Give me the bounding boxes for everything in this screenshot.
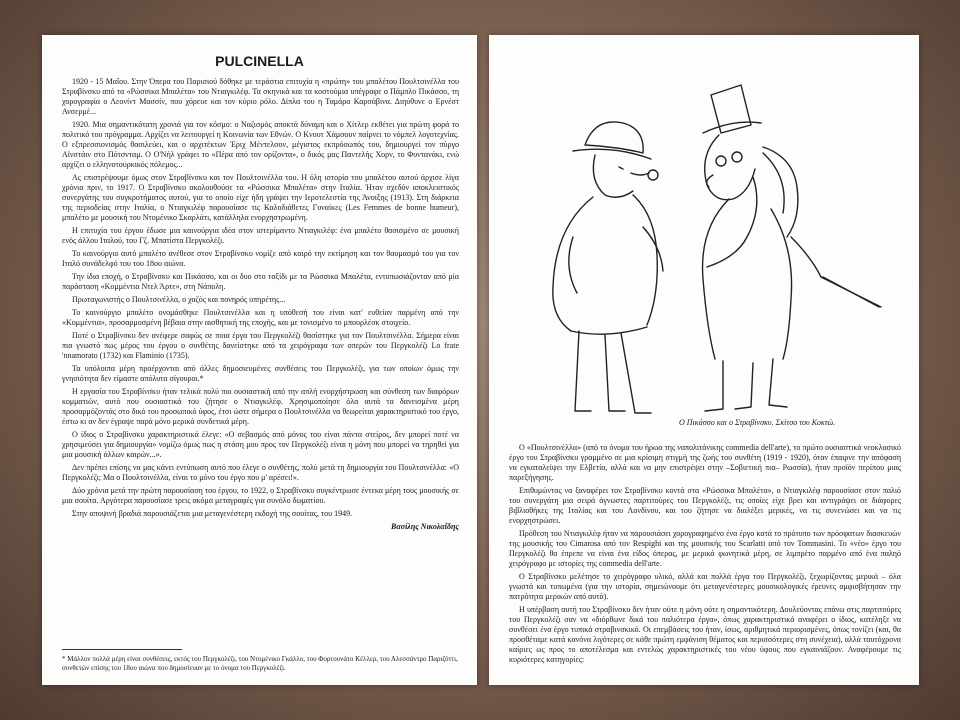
paragraph: Το καινούργιο μπαλέτο ονομάσθηκε Πουλτσινέλλα και η υπόθεσή του είναι κατ' ευθείαν παρμένη από την «Κομμέντια», προσαρμοσμένη βέβαια στην αισθητική της εποχής, και με τονισμένο το μπουρλέσκ στοιχείο. xyxy=(62,308,459,327)
footnote-divider xyxy=(62,649,182,650)
paragraph: 1920. Μια σημαντικότατη χρονιά για τον κόσμο: ο Ναζισμός αποκτά δύναμη και ο Χίτλερ εκθέτει για πρώτη φορά το πολιτικό του πρόγραμμα. Αρχίζει να λειτουργεί η Κοινωνία των Εθνών. Ο Κνουτ Χάμσουν παίρνει το νόμπελ λογοτεχνίας. Ο εξπρεσσιονισμός θασιλεύει, και ο αρχιτέκτων Έριχ Μέντελσον, μέγιστος εκπρόσωπός του, δημιουργεί τον πύργο Αϊνστάιν στο Πότσνταμ. Ο Ο'Νήλ γράφει το «Πέρα από τον ορίζοντα», ο δικός μας Παντελής Χορν, το Φυντανάκι, ενώ αρχίζει ο ελληνοτουρκικός πόλεμος... xyxy=(62,120,459,169)
paragraph: Ποτέ ο Στραβίνσκυ δεν ανέφερε σαφώς σε ποια έργα του Περγκολέζι θασίστηκε για τον Πουλτσινέλλα. Σήμερα είναι πια γνωστό πως μέρος του έργου ο συνθέτης δανείστηκε από τα χειρόγραφα των οπερών του Περγκολέζι Lo frate 'nnamorato (1732) και Flaminio (1735). xyxy=(62,331,459,360)
left-page xyxy=(42,35,477,685)
picasso-figure xyxy=(553,122,663,413)
paragraph: Την ίδια εποχή, ο Στραβίνσκυ και Πικάσσο, και οι δυο στο ταξίδι με τα Ρώσσικα Μπαλέτα, εντυπωσιάζονταν από μία παράσταση «Κομμέντια Ντελ Άρτε», στη Νάπολη. xyxy=(62,272,459,291)
paragraph: Η εργασία του Στραβίνσκυ ήταν τελικά πολύ πιο ουσιαστική από την απλή ενορχήστρωση και σύνθεση των διαφόρων κομματιών, αυτό που ουσιαστικά του ζήτησε ο Ντιαγκιλέφ. Χρησιμοποίησε όλα αυτά τα δανεισμένα μέρη προσαρμόζοντάς στο δικό του προσωπικό ύφος, έτσι ώστε σήμερα ο Πουλτσινέλλα να θεωρείται χαρακτηριστικό του έργο, έστω κι αν δεν έγραψε παρά μόνο μερικά συνδετικά μέρη. xyxy=(62,387,459,426)
page-title: PULCINELLA xyxy=(215,53,304,69)
footnote: * Μάλλον πολλά μέρη είναι συνθέσεις, εκτός του Περγκολέζι, του Ντομένικο Γκάλλο, του Φορτουνάτο Κέλλερ, του Αλεσσάντρο Παριζόττι, συνθετών επίσης του 18ου αιώνα που δημοσίευαν με το όνομα του Περγκολέζι. xyxy=(62,655,458,672)
illustration-caption: Ο Πικάσσο και ο Στραβίνσκυ. Σκίτσο του Κοκτώ. xyxy=(679,418,836,427)
paragraph: Ο ίδιος ο Στραβίνσκυ χαρακτηριστικά έλεγε: «Ο σεβασμός από μόνος του είναι πάντα στείρος, δεν μπορεί ποτέ να χρησιμεύσει για δημιουργία» νομίζω όμως πως η στάση μου προς τον Περγκολέζι είναι η μόνη που μπορεί να τηρηθεί για μια μουσική άλλων καιρών...». xyxy=(62,430,459,459)
paragraph: Το καινούργιο αυτό μπαλέτο ανέθεσε στον Στραβίνσκυ νομίζε από καιρό την εκτίμηση και τον θαυμασμό του για τον Ιταλό συνάδελφό του του 18ου αιώνα. xyxy=(62,249,459,268)
article-body xyxy=(62,77,459,632)
paragraph: 1920 - 15 Μαΐου. Στην Όπερα του Παρισιού δόθηκε με τεράστια επιτυχία η «πρώτη» του μπαλέτου Πουλτσινέλλα του Στραβίνσκυ από τα «Ρώσσικα Μπαλέτα» του Ντιαγκιλέφ. Τα σκηνικά και τα κοστούμια υπέγραφε ο Πάμπλο Πικάσσο, τη χορογραφία ο Λεονίντ Μασσίν, που χόρευε και τον κύριο ρόλο. Δίπλα του η Ταμάρα Καρσάβινα. Διηύθυνε ο Ερνέστ Ανσερμέ... xyxy=(62,77,459,116)
right-page xyxy=(489,35,919,685)
article-body-continued xyxy=(509,443,901,683)
stravinsky-figure xyxy=(703,85,881,411)
paragraph: Ο «Πουλτσινέλλα» (από το όνομα του ήρωα της ναπολιτάνικης commedia dell'arte), το πρώτο ουσιαστικά νεοκλασικό έργο του Στραβίνσκυ γραμμένο σε μια κρίσιμη στιγμή της ζωής του συνθέτη (1919 - 1920), όταν έπαιρνε την απόφαση να εγκαταλείψει την Ελβετία, αλλά και να μην επιστρέψει στην –Σοβιετική πια– Ρωσσία), ήταν προϊόν περίπου μιας παρεξήγησης. xyxy=(509,443,901,482)
paragraph: Δεν πρέπει επίσης να μας κάνει εντύπωση αυτό που έλεγε ο συνθέτης, πολύ μετά τη δημιουργία του Πουλτσινέλλα: «Ο Περγκολέζι; Μα ο Πουλτσινέλλα, είναι το μόνο του έργο που μ' αρέσει!». xyxy=(62,463,459,482)
paragraph: Τα υπόλοιπα μέρη προέρχονται από άλλες δημοσιευμένες συνθέσεις του Περγκολέζι, για των οποίων όμως την γνησιότητα δεν είμαστε απόλυτα σίγουροι.* xyxy=(62,364,459,383)
paragraph: Στην αποψινή βραδιά παρουσιάζεται μια μεταγενέστερη εκδοχή της σουίτας, του 1949. xyxy=(72,509,353,518)
paragraph: Πρόθεση του Ντιαγκιλέφ ήταν να παρουσιάσει χορογραφημένο ένα έργο κατά το πρότυπο των πρόσφατων διασκευών της μουσικής του Cimarosa από τον Respighi και της μουσικής του Scarlatti από τον Tommasini. Το «νέο» έργο του Περγκολέζι θα έπρεπε να είναι ένα είδος όπερας, με μερικά φωνητικά μέρη, σε λιμπρέτο παρμένο από ένα παληό χειρόγραφο με ιστορίες της commedia dell'arte. xyxy=(509,529,901,568)
paragraph: Πρωταγωνιστής ο Πουλτσινέλλα, ο χαζός και πονηρός υπηρέτης... xyxy=(72,295,286,304)
paragraph: Η επιτυχία του έργου έδωσε μια καινούργια ιδέα στον ιστερίμαντο Ντιαγκιλέφ: ένα μπαλέτο θασισμένο σε μουσική ενός άλλου Ιταλού, του Γζ. Μπατίστα Περγκολέζι. xyxy=(62,226,459,245)
paragraph: Η υπέρβαση αυτή του Στραβίνσκυ δεν ήταν ούτε η μόνη ούτε η σημαντικότερη. Δουλεύοντας επάνω στις παρτιτούρες του Περγκολέζι σαν να «διόρθωνε δικά του παλιότερα έργα», όπως χαρακτηριστικά αναφέρει ο ίδιος, κατέληξε να συνθέσει ένα έργο τυπικά στραβινσκικό. Οι επεμβάσεις του ήταν, ίσως, αριθμητικά περιορισμένες, όπως τονίζει (και, θα προσθέταμε κατά κανόνα λιγότερες σε κάθε πρώτη εμφάνιση θέματος και περισσότερες στη συνέχεια), αλλά ταυτόχρονα καίριες ως προς το αποτέλεσμα και εντελώς χαρακτηριστικές του νέου ύφους που εγκαινιάζουν. Αναφέρουμε τις κυριότερες κατηγορίες: xyxy=(509,605,901,664)
paragraph: Ας επιστρέψουμε όμως στον Στραβίνσκυ και τον Πουλτσινέλλα του. Η όλη ιστορία του μπαλέτου αυτού άρχισε λίγα χρόνια πριν, το 1917. Ο Στραβίνσκυ ακολουθούσε τα «Ρώσσικα Μπαλέτα» στην Ιταλία. Ήταν σχεδόν αποκλειστικός συνεργάτης του συγκροτήματος αυτού, για το οποίο είχε ήδη γράψει την Ιεροτελεστία της Άνοιξης (1913). Στη διάρκεια της περιοδείας στην Ιταλία, ο Ντιαγκιλέφ παρουσίασε τις Καλοδιάθετες Γυναίκες (Les Femmes de bonne humeur), μπαλέτο με μουσική του Ντομένικο Σκαρλάτι, κατάλληλα ενορχηστρωμένη. xyxy=(62,173,459,222)
cocteau-sketch-illustration xyxy=(523,77,883,417)
author-signature: Βασίλης Νικολαΐδης xyxy=(391,522,459,531)
paragraph: Επιθυμώντας να ξαναφέρει τον Στραβίνσκυ κοντά στα «Ρώσσικα Μπαλέτα», ο Ντιαγκιλέφ παρουσίασε στον παλιό του συνεργάτη μια σειρά άγνωστες παρτιτούρες του Περγκολέζι, τις οποίες είχε βρει και αντιγράψει σε διάφορες βιβλιοθήκες της Ιταλίας και του Λονδίνου, και του ζήτησε να διαλέξει μερικές, να τις συνενώσει και να τις ενορχηστρώσει. xyxy=(509,486,901,525)
paragraph: Ο Στραβίνσκυ μελέτησε το χειρόγραφο υλικό, αλλά και πολλά έργα του Περγκολέζι, ξεχωρίζοντας μερικά – όλα γνωστά και τυπωμένα (για την ιστορία, σημειώνουμε ότι μεταγενέστερες μουσικολογικές έρευνες αμφισβήτησαν την πατρότητα μερικών από αυτά). xyxy=(509,572,901,601)
paragraph: Δύο χρόνια μετά την πρώτη παρουσίαση του έργου, το 1922, ο Στραβίνσκυ συγκέντρωσε έντεκα μέρη τους μουσικής σε μια σουίτα. Αργότερα παρουσίασε τρεις ακόμα μεταγραφές για συνόλο δωματίου. xyxy=(62,486,459,505)
